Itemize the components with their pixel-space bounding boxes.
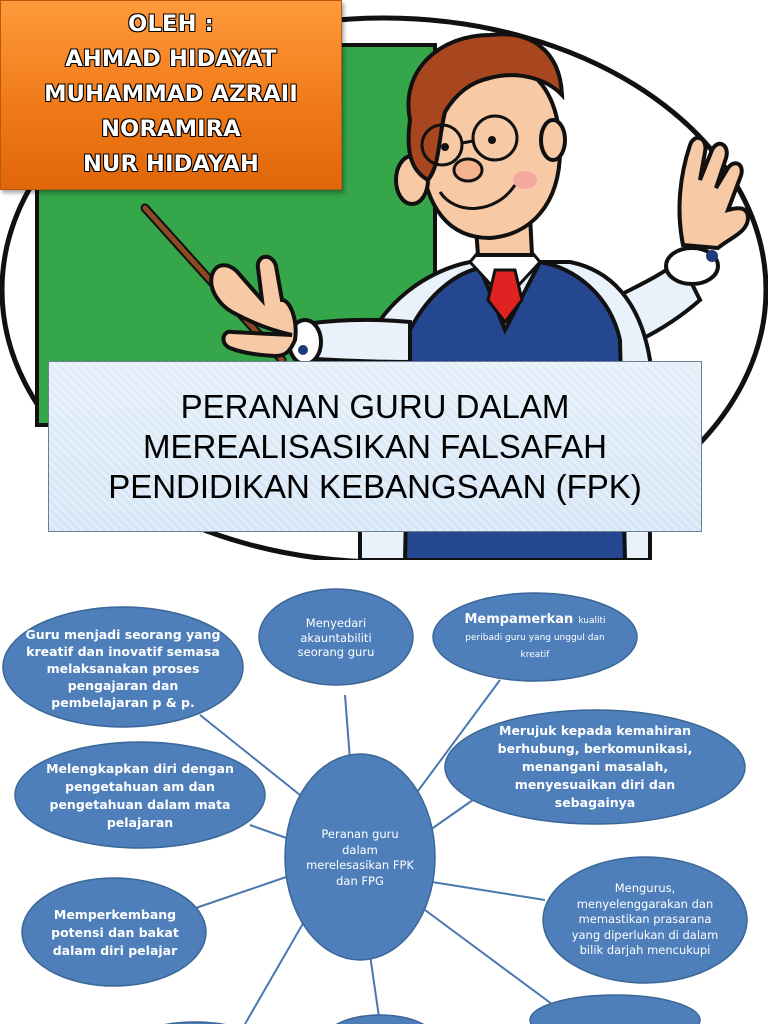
author-name: AHMAD HIDAYAT — [65, 46, 277, 72]
node-pamer-detail: kualiti peribadi guru yang unggul dan kreatif — [465, 615, 606, 660]
node-center-text: Peranan guru dalam merelesasikan FPK dan FPG — [306, 827, 414, 888]
node-partial — [530, 995, 700, 1024]
authors-heading: OLEH : — [128, 11, 214, 37]
node-partial — [320, 1015, 440, 1024]
author-name: NUR HIDAYAH — [83, 151, 259, 177]
node-mengurus-text: Mengurus, menyelenggarakan dan memastikan prasarana yang diperlukan di dalam bilik darjah mencukupi — [571, 881, 719, 958]
title-box — [48, 361, 702, 532]
authors-box — [0, 0, 342, 190]
title-line: PERANAN GURU DALAM — [180, 387, 570, 425]
author-name: NORAMIRA — [101, 116, 241, 142]
author-name: MUHAMMAD AZRAII — [44, 81, 298, 107]
node-akauntabiliti-text: Menyedari akauntabiliti seorang guru — [297, 616, 375, 660]
node-kreatif-text: Guru menjadi seorang yang kreatif dan inovatif semasa melaksanakan proses pengajaran dan pembelajaran p & p. — [25, 626, 221, 710]
mindmap-slide — [0, 580, 768, 1024]
title-line: PENDIDIKAN KEBANGSAAN (FPK) — [108, 467, 642, 505]
node-pengetahuan-text: Melengkapkan diri dengan pengetahuan am dan pengetahuan dalam mata pelajaran — [46, 761, 234, 830]
node-kemahiran-text: Merujuk kepada kemahiran berhubung, berkomunikasi, menangani masalah, menyesuaikan diri dan sebagainya — [497, 723, 693, 810]
title-line: MEREALISASIKAN FALSAFAH — [143, 427, 607, 465]
node-pamer-lead: Mempamerkan — [464, 611, 574, 627]
node-pamer-text — [452, 610, 618, 662]
node-potensi-text: Memperkembang potensi dan bakat dalam diri pelajar — [51, 907, 179, 958]
